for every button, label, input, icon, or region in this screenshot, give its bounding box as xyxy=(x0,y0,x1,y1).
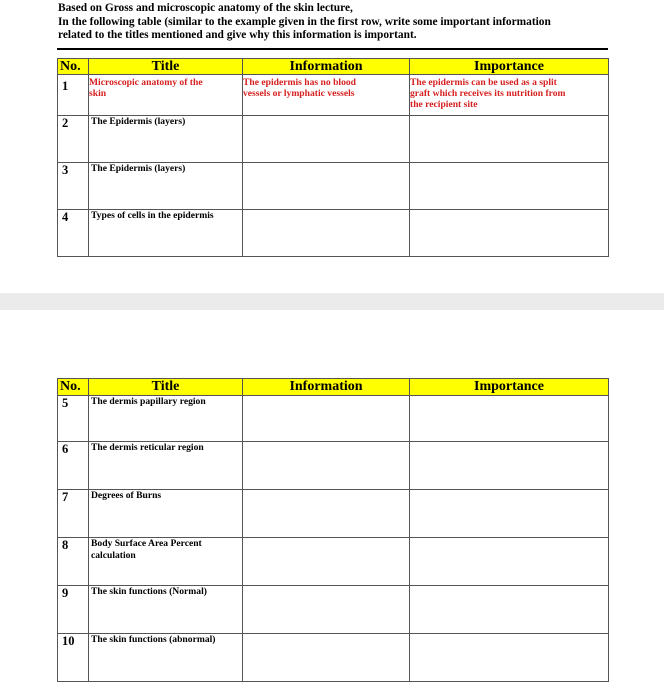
row-title: The skin functions (Normal) xyxy=(91,586,207,597)
instructions-line-2: In the following table (similar to the example given in the first row, write some important information xyxy=(58,15,551,28)
example-info-line-2: vessels or lymphatic vessels xyxy=(243,88,355,100)
header-no: No. xyxy=(58,379,89,396)
importance-answer-cell[interactable] xyxy=(410,116,609,163)
row-title: The Epidermis (layers) xyxy=(91,116,186,127)
example-title-cell xyxy=(89,75,243,116)
header-information: Information xyxy=(243,59,410,75)
row-number: 2 xyxy=(62,116,69,130)
example-title-line-1: Microscopic anatomy of the xyxy=(89,77,203,88)
row-title: Types of cells in the epidermis xyxy=(91,210,214,221)
row-number: 7 xyxy=(62,490,69,504)
row-number: 4 xyxy=(62,210,69,224)
instructions-line-3: related to the titles mentioned and give why this information is important. xyxy=(58,29,417,41)
example-imp-line-2: graft which receives its nutrition from xyxy=(410,88,566,100)
row-title xyxy=(89,538,202,562)
page-separator xyxy=(0,293,664,310)
row-title: The skin functions (abnormal) xyxy=(91,634,216,645)
table-row xyxy=(58,396,609,442)
row-number: 5 xyxy=(62,396,69,410)
table-1-header-row xyxy=(58,59,609,75)
row-title-line-2: calculation xyxy=(91,550,136,561)
row-number: 3 xyxy=(62,163,69,177)
importance-answer-cell[interactable] xyxy=(410,396,609,442)
row-number: 10 xyxy=(62,634,75,648)
worksheet-page-2 xyxy=(0,310,664,700)
importance-answer-cell[interactable] xyxy=(410,538,609,586)
row-title: The dermis reticular region xyxy=(91,442,204,453)
information-answer-cell[interactable] xyxy=(243,210,410,257)
table-row xyxy=(58,163,609,210)
row-title-line-1: Body Surface Area Percent xyxy=(91,538,202,549)
header-importance: Importance xyxy=(410,379,609,396)
instructions-line-1: Based on Gross and microscopic anatomy of the skin lecture, xyxy=(58,2,353,14)
table-2 xyxy=(57,378,609,682)
row-number: 1 xyxy=(62,79,69,93)
importance-answer-cell[interactable] xyxy=(410,442,609,490)
table-2-header-row xyxy=(58,379,609,396)
information-answer-cell[interactable] xyxy=(243,490,410,538)
table-1 xyxy=(57,58,609,257)
importance-answer-cell[interactable] xyxy=(410,586,609,634)
example-importance-cell xyxy=(410,75,609,116)
information-answer-cell[interactable] xyxy=(243,163,410,210)
table-row xyxy=(58,442,609,490)
table-row xyxy=(58,490,609,538)
row-title: Degrees of Burns xyxy=(91,490,162,501)
example-imp-line-1: The epidermis can be used as a split xyxy=(410,77,557,88)
header-importance: Importance xyxy=(410,59,609,75)
table-row xyxy=(58,634,609,682)
row-title: The dermis papillary region xyxy=(91,396,206,407)
table-row xyxy=(58,116,609,163)
importance-answer-cell[interactable] xyxy=(410,210,609,257)
information-answer-cell[interactable] xyxy=(243,116,410,163)
header-no: No. xyxy=(58,59,89,75)
row-number: 6 xyxy=(62,442,69,456)
header-title: Title xyxy=(89,59,243,75)
information-answer-cell[interactable] xyxy=(243,634,410,682)
information-answer-cell[interactable] xyxy=(243,396,410,442)
importance-answer-cell[interactable] xyxy=(410,490,609,538)
worksheet-page-1 xyxy=(0,0,664,293)
information-answer-cell[interactable] xyxy=(243,538,410,586)
table-row xyxy=(58,538,609,586)
row-number: 9 xyxy=(62,586,69,600)
row-number: 8 xyxy=(62,538,69,552)
table-row xyxy=(58,210,609,257)
example-title-line-2: skin xyxy=(89,88,107,100)
header-rule xyxy=(57,48,608,50)
information-answer-cell[interactable] xyxy=(243,442,410,490)
example-info-line-1: The epidermis has no blood xyxy=(243,77,357,88)
row-title: The Epidermis (layers) xyxy=(91,163,186,174)
example-imp-line-3: the recipient site xyxy=(410,99,478,111)
table-row-1 xyxy=(58,75,609,116)
importance-answer-cell[interactable] xyxy=(410,163,609,210)
importance-answer-cell[interactable] xyxy=(410,634,609,682)
example-information-cell xyxy=(243,75,410,116)
table-row xyxy=(58,586,609,634)
instructions xyxy=(58,2,638,43)
header-information: Information xyxy=(243,379,410,396)
information-answer-cell[interactable] xyxy=(243,586,410,634)
header-title: Title xyxy=(89,379,243,396)
